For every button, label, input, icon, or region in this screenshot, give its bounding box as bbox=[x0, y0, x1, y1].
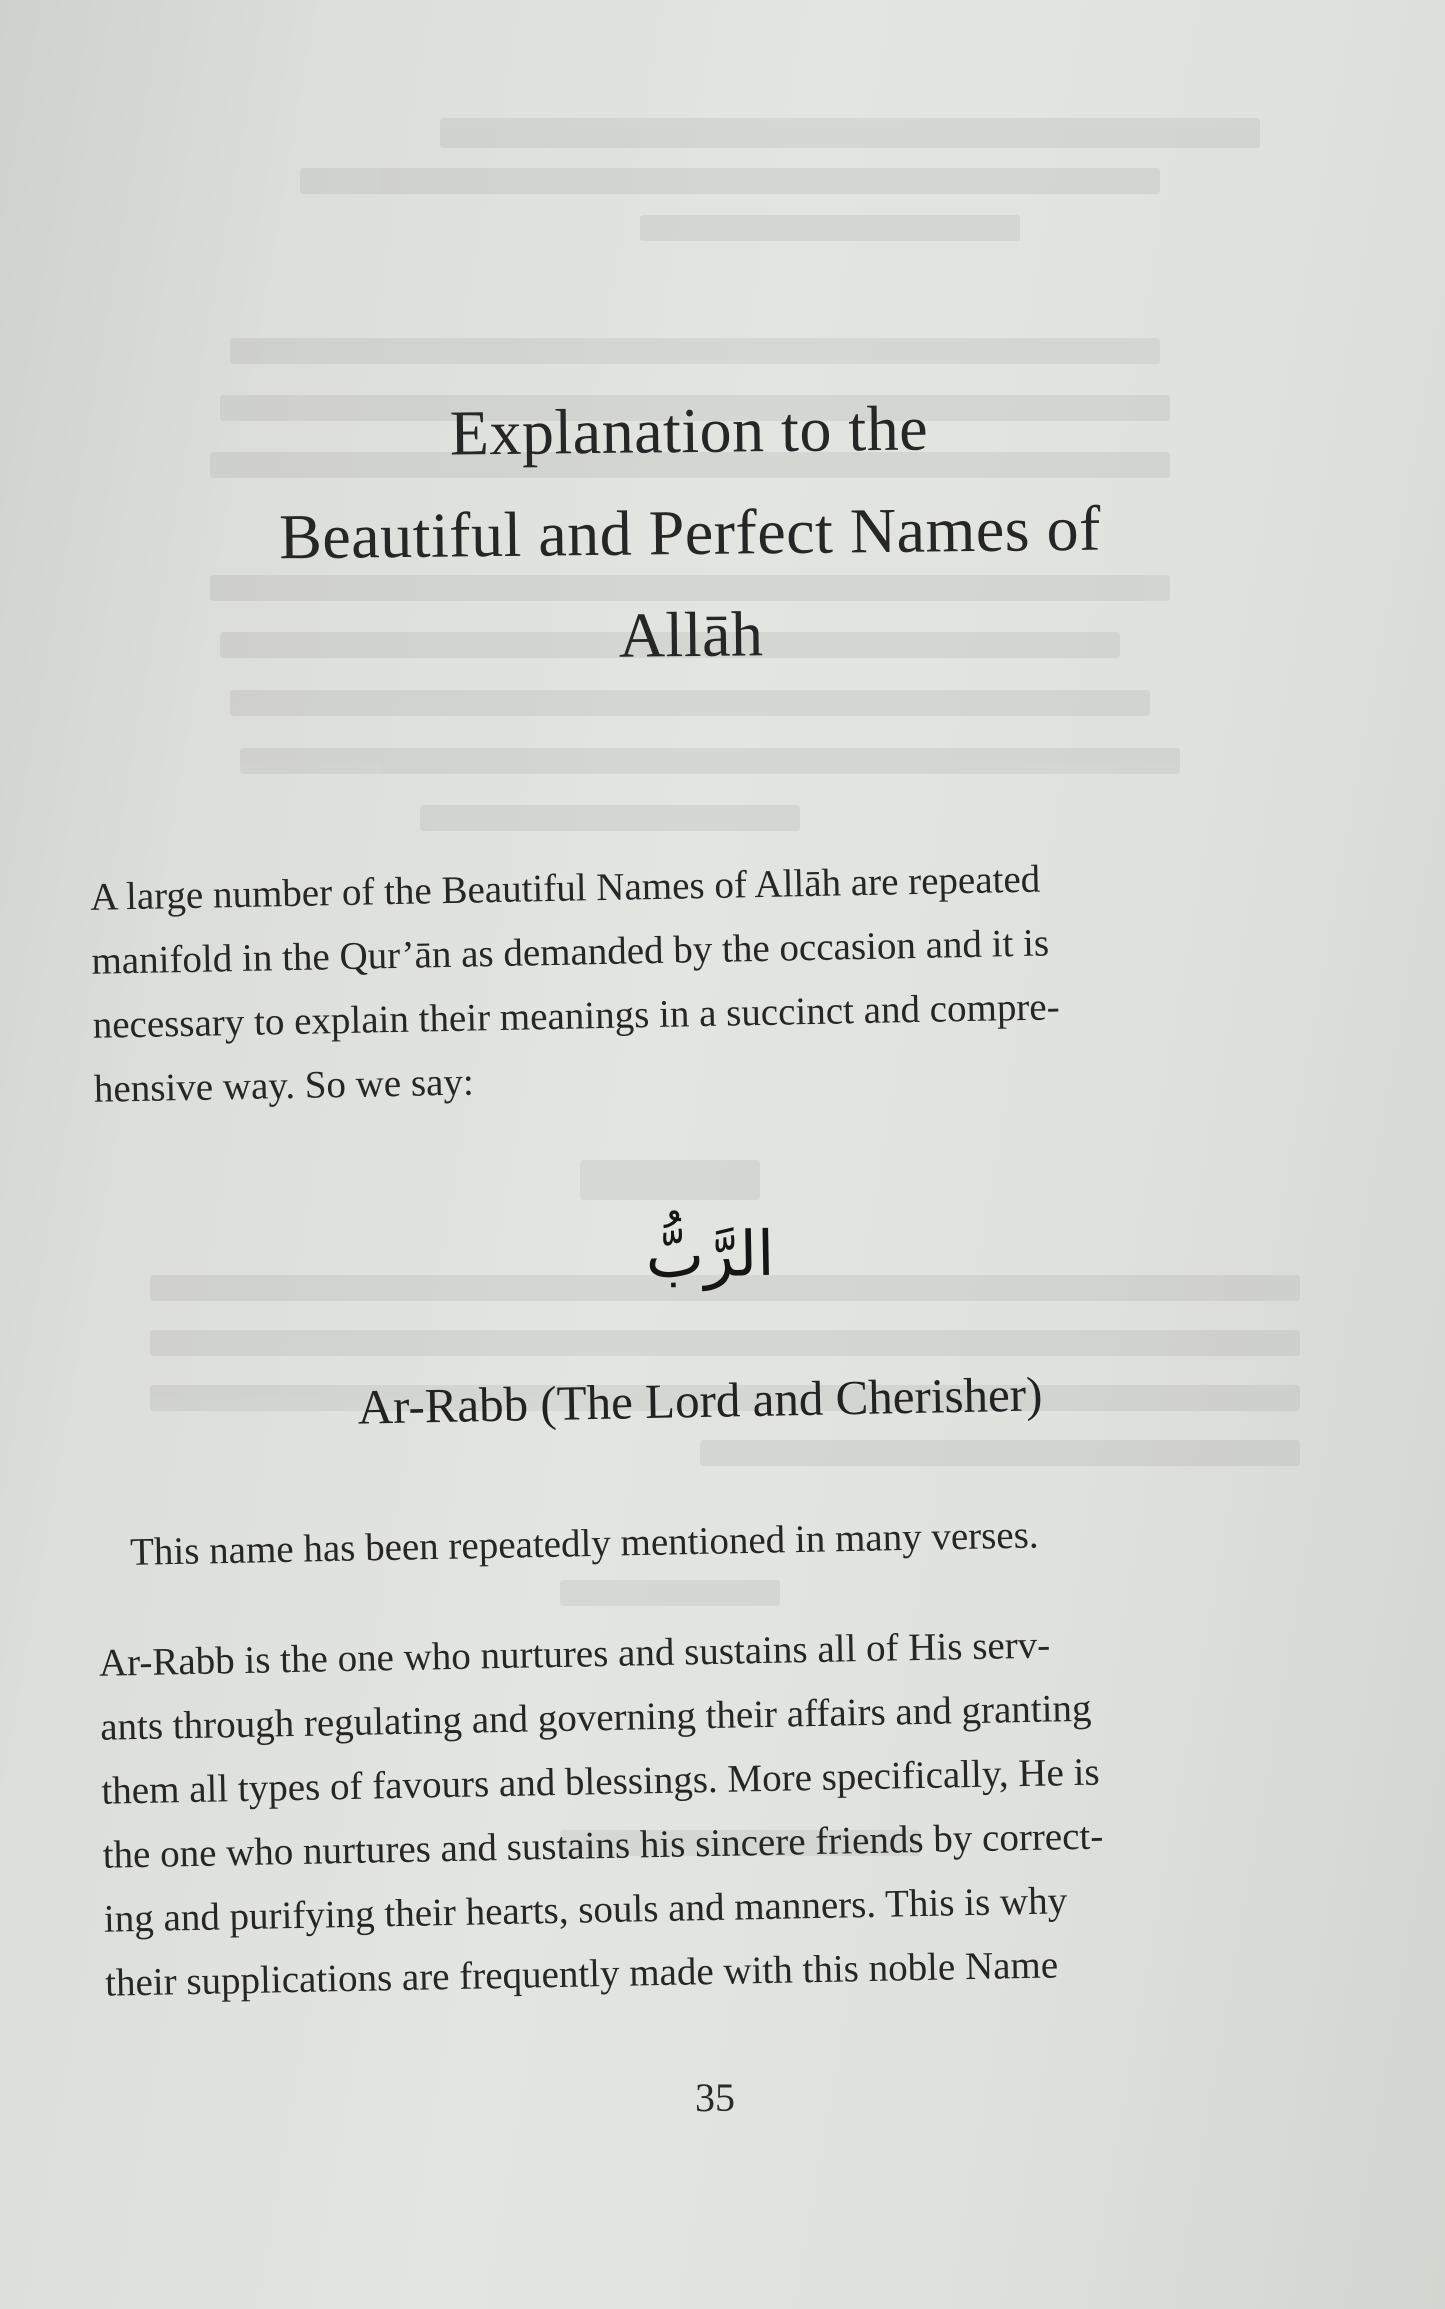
paragraph-line: hensive way. So we say: bbox=[93, 1060, 475, 1111]
paragraph-line: necessary to explain their meanings in a succinct and compre- bbox=[92, 985, 1061, 1047]
page-number: 35 bbox=[695, 2075, 735, 2120]
title-line: Beautiful and Perfect Names of bbox=[278, 492, 1102, 573]
paragraph-line: ing and purifying their hearts, souls and manners. This is why bbox=[103, 1879, 1068, 1941]
paragraph-line: manifold in the Qur’ān as demanded by the occasion and it is bbox=[91, 921, 1050, 983]
paragraph-line: Ar-Rabb is the one who nurtures and sustains all of His serv- bbox=[98, 1623, 1051, 1685]
title-line: Explanation to the bbox=[449, 392, 929, 469]
title-line: Allāh bbox=[618, 598, 764, 671]
paragraph-line: ants through regulating and governing their affairs and granting bbox=[99, 1686, 1092, 1749]
paragraph-line: A large number of the Beautiful Names of Allāh are repeated bbox=[89, 857, 1041, 919]
intro-paragraph bbox=[90, 842, 1325, 1122]
paragraph-line: This name has been repeatedly mentioned in many verses. bbox=[129, 1513, 1039, 1574]
paragraph-line: the one who nurtures and sustains his sincere friends by correct- bbox=[102, 1814, 1104, 1877]
paragraph-line: them all types of favours and blessings. More specifically, He is bbox=[101, 1750, 1100, 1813]
arabic-name-calligraphy: الرَّبُّ bbox=[645, 1216, 775, 1293]
mention-paragraph bbox=[129, 1499, 1260, 1585]
name-heading: Ar-Rabb (The Lord and Cherisher) bbox=[357, 1366, 1043, 1435]
paragraph-line: their supplications are frequently made with this noble Name bbox=[104, 1943, 1059, 2005]
explanation-paragraph bbox=[98, 1608, 1325, 2015]
page-title bbox=[98, 374, 1281, 692]
